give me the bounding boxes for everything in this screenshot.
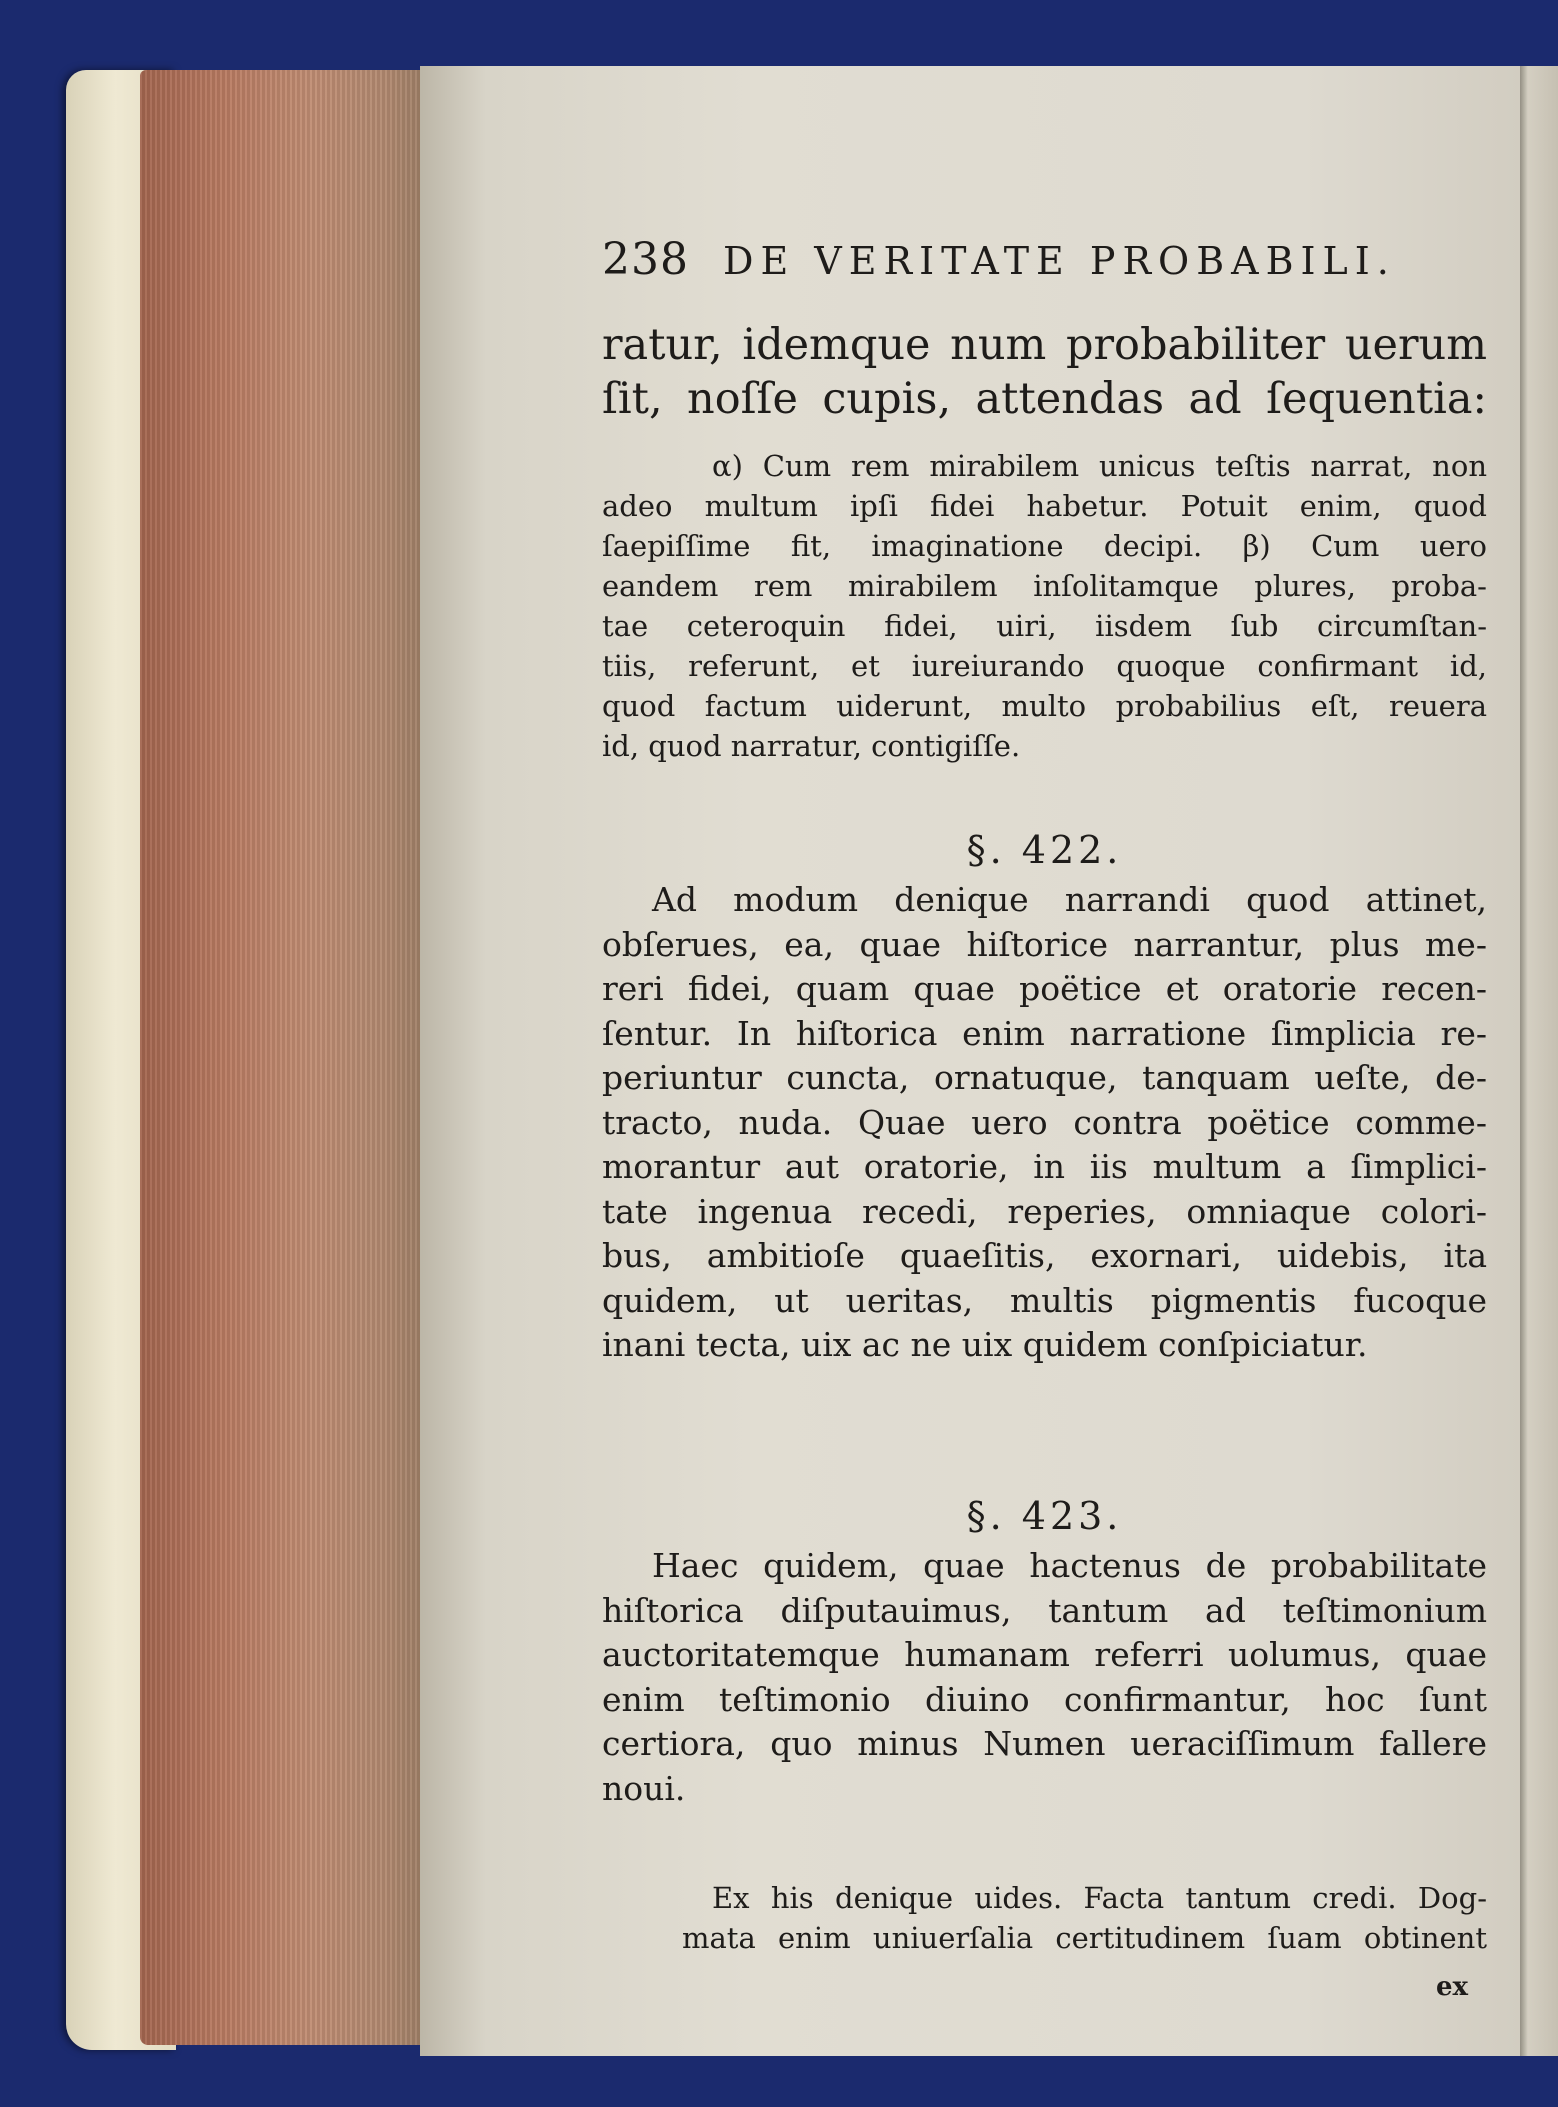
text-line: hiſtorica diſputauimus, tantum ad teſtimonium	[602, 1590, 1487, 1630]
text-line: α) Cum rem mirabilem unicus teſtis narrat, non	[712, 449, 1487, 483]
text-line: ſaepiſſime fit, imaginatione decipi. β) Cum uero	[602, 529, 1487, 563]
running-head	[602, 234, 1482, 285]
text-line: tracto, nuda. Quae uero contra poëtice comme-	[602, 1102, 1487, 1142]
text-line: ſit, noſſe cupis, attendas ad ſequentia:	[602, 374, 1487, 424]
section-423-text	[602, 1544, 1487, 1811]
text-line: ſentur. In hiſtorica enim narratione ſimplicia re-	[602, 1013, 1487, 1053]
text-line: auctoritatemque humanam referri uolumus, quae	[602, 1635, 1487, 1674]
text-line: quidem, ut ueritas, multis pigmentis fucoque	[602, 1280, 1487, 1320]
text-line: periuntur cuncta, ornatuque, tanquam ueſte, de-	[602, 1058, 1487, 1097]
text-line: morantur aut oratorie, in iis multum a ſimplici-	[602, 1147, 1487, 1186]
text-line: certiora, quo minus Numen ueraciſſimum fallere	[602, 1724, 1487, 1763]
running-title: DE VERITATE PROBABILI.	[722, 239, 1396, 283]
facing-page-edge	[1515, 66, 1558, 2056]
text-line: Ad modum denique narrandi quod attinet,	[652, 880, 1487, 919]
opening-text	[602, 318, 1487, 426]
text-line: tiis, referunt, et iureiurando quoque confirmant id,	[602, 649, 1487, 683]
section-heading-423: §. 423.	[966, 1494, 1123, 1538]
text-line: enim teſtimonio diuino confirmantur, hoc ſunt	[602, 1679, 1487, 1719]
text-line: noui.	[602, 1768, 686, 1808]
text-line: adeo multum ipſi fidei habetur. Potuit enim, quod	[602, 489, 1487, 523]
text-line: ratur, idemque num probabiliter uerum	[602, 320, 1487, 370]
page-edges	[140, 70, 425, 2045]
text-line: Haec quidem, quae hactenus de probabilitate	[652, 1546, 1487, 1585]
catchword: ex	[1435, 1972, 1468, 2002]
text-line: tate ingenua recedi, reperies, omniaque colori-	[602, 1191, 1487, 1231]
text-line: eandem rem mirabilem inſolitamque plures, proba-	[602, 569, 1487, 603]
text-line: mata enim uniuerſalia certitudinem ſuam obtinent	[682, 1921, 1487, 1955]
text-line: obſerues, ea, quae hiſtorice narrantur, plus me-	[602, 924, 1487, 964]
text-line: id, quod narratur, contigiſſe.	[602, 729, 1021, 763]
section-422-text	[602, 878, 1487, 1368]
text-line: quod factum uiderunt, multo probabilius eſt, reuera	[602, 689, 1487, 723]
book-page	[420, 66, 1520, 2056]
text-line: bus, ambitioſe quaeſitis, exornari, uidebis, ita	[602, 1236, 1487, 1275]
closing-note	[602, 1878, 1487, 1958]
page-number: 238	[602, 234, 689, 285]
text-line: inani tecta, uix ac ne uix quidem conſpiciatur.	[602, 1325, 1368, 1364]
text-line: tae ceteroquin fidei, uiri, iisdem ſub circumſtan-	[602, 609, 1487, 643]
text-line: reri fidei, quam quae poëtice et oratorie recen-	[602, 969, 1487, 1008]
section-heading-422: §. 422.	[966, 828, 1123, 872]
text-line: Ex his denique uides. Facta tantum credi. Dog-	[712, 1881, 1487, 1915]
note-paragraph	[602, 446, 1487, 766]
